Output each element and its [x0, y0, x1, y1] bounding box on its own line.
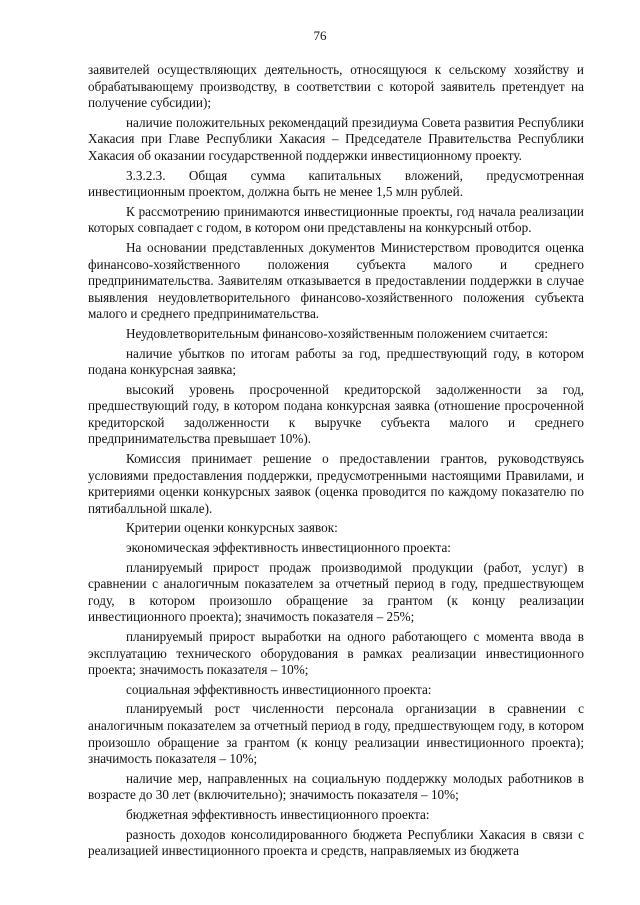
paragraph: социальная эффективность инвестиционного проекта:	[126, 681, 432, 697]
paragraph: Комиссия принимает решение о предоставлении грантов, руководствуясь условиями предоставления поддержки, предусмотренными настоящими Правилами, и критериями оценки конкурсных заявок (оценка проводится по каждому показателю по пятибалльной шкале).	[88, 451, 584, 516]
paragraph: планируемый рост численности персонала организации в сравнении с аналогичным показателем за отчетный период в году, предшествующем году, в котором произошло обращение за грантом (к концу реализации инвестиционного проекта); значимость показателя – 10%;	[88, 701, 584, 767]
paragraph: разность доходов консолидированного бюджета Республики Хакасия в связи с реализацией инвестиционного проекта и средств, направляемых из бюджета	[88, 826, 584, 859]
paragraph: высокий уровень просроченной кредиторской задолженности за год, предшествующий году, в котором подана конкурсная заявка (отношение просроченной кредиторской задолженности к выручке субъекта малого и среднего предпринимательства превышает 10%).	[88, 381, 584, 447]
paragraph: экономическая эффективность инвестиционного проекта:	[126, 540, 451, 556]
paragraph: 3.3.2.3. Общая сумма капитальных вложений, предусмотренная инвестиционным проектом, должна быть не менее 1,5 млн рублей.	[88, 167, 584, 200]
paragraph: На основании представленных документов Министерством проводится оценка финансово-хозяйственного положения субъекта малого и среднего предпринимательства. Заявителям отказывается в предоставлении поддержки в случае выявления неудовлетворительного финансово-хозяйственного положения субъекта малого и среднего предпринимательства.	[88, 239, 584, 322]
paragraph: Неудовлетворительным финансово-хозяйственным положением считается:	[126, 325, 549, 341]
paragraph: наличие мер, направленных на социальную поддержку молодых работников в возрасте до 30 лет (включительно); значимость показателя – 10%;	[88, 770, 584, 803]
paragraph: наличие положительных рекомендаций президиума Совета развития Республики Хакасия при Главе Республики Хакасия – Председателе Правительства Республики Хакасия об оказании государственной поддержки инвестиционному проекту.	[88, 114, 584, 163]
page-number: 76	[313, 28, 327, 43]
paragraph: К рассмотрению принимаются инвестиционные проекты, год начала реализации которых совпадает с годом, в котором они представлены на конкурсный отбор.	[88, 203, 584, 236]
paragraph: планируемый прирост продаж производимой продукции (работ, услуг) в сравнении с аналогичным показателем за отчетный период в году, предшествующем году, в котором произошло обращение за грантом (к концу реализации инвестиционного проекта); значимость показателя – 25%;	[88, 559, 584, 625]
paragraph: планируемый прирост выработки на одного работающего с момента ввода в эксплуатацию технического оборудования в рамках реализации инвестиционного проекта; значимость показателя – 10%;	[88, 629, 584, 678]
paragraph: наличие убытков по итогам работы за год, предшествующий году, в котором подана конкурсная заявка;	[88, 345, 584, 378]
paragraph: Критерии оценки конкурсных заявок:	[126, 520, 338, 536]
document-body	[88, 62, 584, 860]
paragraph: бюджетная эффективность инвестиционного проекта:	[126, 806, 430, 822]
paragraph: заявителей осуществляющих деятельность, относящуюся к сельскому хозяйству и обрабатывающему производству, в соответствии с которой заявитель претендует на получение субсидии);	[88, 62, 584, 111]
